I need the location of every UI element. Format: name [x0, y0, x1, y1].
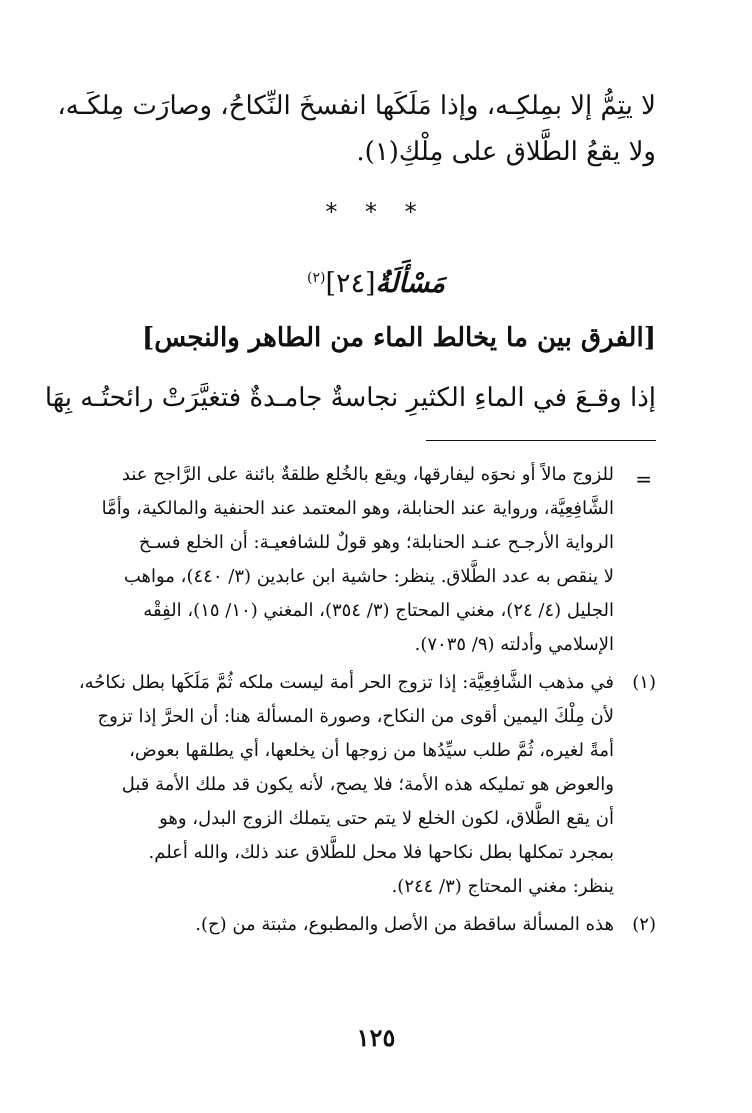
section-separator-stars: * * * [325, 198, 427, 226]
footnote-1-line-3: أمةً لغيره، ثُمَّ طلب سيِّدُها من زوجها أن يخلعها، أي يطلقها بعوض، [129, 740, 614, 761]
main-text-line-1: لا يتِمُّ إلا بمِلكِـه، وإذا مَلَكَها انفسخَ النِّكاحُ، وصارَت مِلكَـه، [57, 91, 656, 121]
footnote-1-line-7: ينظر: مغني المحتاج (٣/ ٢٤٤). [391, 876, 614, 897]
footnote-1-line-4: والعوض هو تمليكه هذه الأمة؛ فلا يصح، لأنه يكون قد ملك الأمة قبل [121, 774, 614, 795]
masala-number: [٢٤] [325, 268, 376, 299]
footnote-continuation-mark: = [635, 467, 652, 491]
masala-footnote-ref: (٢) [306, 270, 326, 286]
section-heading: [الفرق بين ما يخالط الماء من الطاهر والنجس] [141, 323, 656, 353]
footnote-1-line-5: أن يقع الطَّلاق، لكون الخلع لا يتم حتى يتملك الزوج البدل، وهو [159, 808, 614, 829]
footnote-1-line-1: في مذهب الشَّافِعِيَّة: إذا تزوج الحر أمة ليست ملكه ثُمَّ مَلَكَها بطل نكاحُه، [78, 672, 614, 693]
masala-title [0, 258, 752, 304]
footnote-continuation-line-4: لا ينقص به عدد الطَّلاق. ينظر: حاشية ابن عابدين (٣/ ٤٤٠)، مواهب [123, 566, 614, 587]
footnote-divider [426, 440, 656, 441]
footnote-1-number: (١) [632, 672, 656, 693]
masala-word: مَسْأَلَةٌ [375, 268, 446, 299]
footnote-1-line-2: لأن مِلْكَ اليمين أقوى من النكاح، وصورة المسألة هنا: أن الحرَّ إذا تزوج [97, 706, 614, 727]
footnote-continuation-line-6: الإسلامي وأدلته (٩/ ٧٠٣٥). [414, 634, 614, 655]
footnote-continuation-line-1: للزوج مالاً أو نحوَه ليفارقها، ويقع بالخُلع طلقةٌ بائنة على الرَّاجح عند [121, 464, 614, 485]
footnote-continuation-line-3: الرواية الأرجـح عنـد الحنابلة؛ وهو قولٌ للشافعيـة: أن الخلع فسـخ [138, 532, 614, 553]
footnote-2-line-1: هذه المسألة ساقطة من الأصل والمطبوع، مثبتة من (ح). [195, 914, 614, 935]
footnote-continuation-line-5: الجليل (٤/ ٢٤)، مغني المحتاج (٣/ ٣٥٤)، المغني (١٠/ ١٥)، الفِقْه [143, 600, 614, 621]
section-first-line: إذا وقـعَ في الماءِ الكثيرِ نجاسةٌ جامـدةٌ فتغيَّرَتْ رائحتُـه بِهَا [44, 383, 656, 413]
footnote-2-number: (٢) [632, 914, 656, 935]
main-text-line-2: ولا يقعُ الطَّلاق على مِلْكِ(١). [356, 137, 656, 167]
footnote-continuation-line-2: الشَّافِعِيَّة، ورواية عند الحنابلة، وهو المعتمد عند الحنفية والمالكية، وأمَّا [101, 498, 614, 519]
footnote-1-line-6: بمجرد تمكلها بطل نكاحها فلا محل للطَّلاق عند ذلك، والله أعلم. [148, 842, 614, 863]
page-number: ١٢٥ [356, 1023, 396, 1052]
